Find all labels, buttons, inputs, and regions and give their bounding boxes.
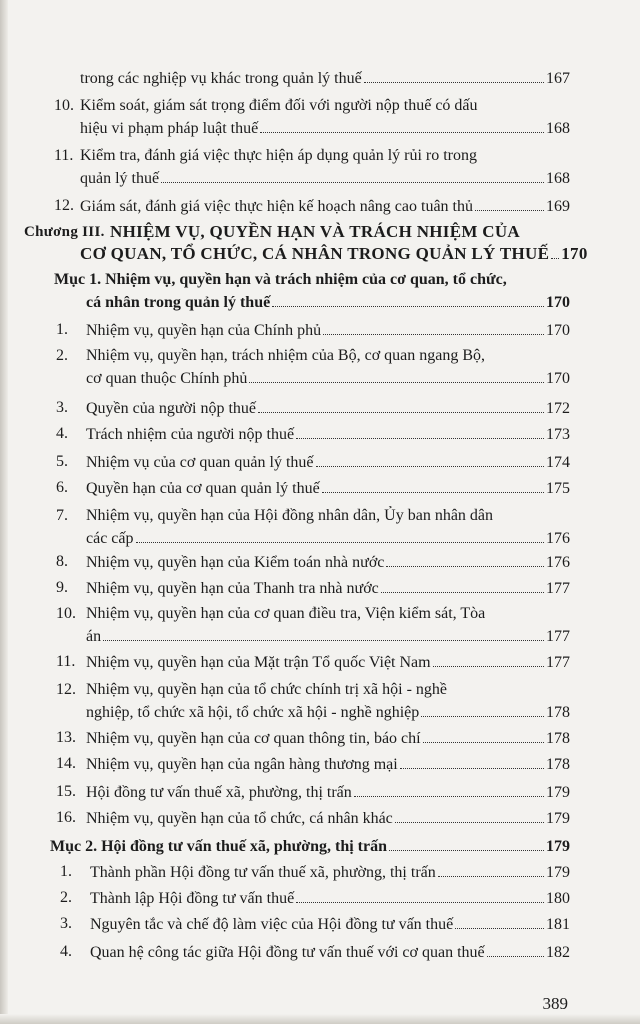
toc-entry [80,68,570,89]
toc-page: 167 [546,70,570,87]
leader-dots [272,292,544,307]
toc-page: 181 [546,916,570,933]
toc-entry-text: Nhiệm vụ, quyền hạn, trách nhiệm của Bộ, cơ quan ngang Bộ, [86,347,486,364]
toc-page: 177 [546,580,570,597]
leader-dots [161,168,544,183]
toc-page: 175 [546,480,570,497]
toc-entry-number: 1. [60,863,72,880]
toc-entry [54,96,574,140]
leader-dots [433,652,544,667]
toc-page: 172 [546,400,570,417]
toc-entry-text: Nhiệm vụ, quyền hạn của Kiểm toán nhà nước [86,554,385,571]
toc-entry [54,196,574,218]
toc-entry-number: 13. [56,729,76,746]
leader-dots [438,862,544,877]
toc-entry-number: 2. [56,347,68,364]
chapter-heading [24,222,588,266]
leader-dots [260,118,544,133]
toc-entry-number: 16. [56,809,76,826]
toc-page: 170 [546,370,570,387]
toc-page: 180 [546,890,570,907]
toc-entry [56,346,574,390]
toc-page: 170 [546,294,570,311]
page-number: 389 [542,994,568,1013]
leader-dots [296,424,544,439]
toc-entry-number: 5. [56,453,68,470]
toc-page: 179 [546,784,570,801]
toc-entry-number: 11. [56,653,76,670]
toc-entry-text: Hội đồng tư vấn thuế xã, phường, thị trấn [86,784,352,801]
toc-entry-number: 9. [56,579,68,596]
toc-page: 168 [546,120,570,137]
leader-dots [475,196,544,211]
toc-entry-number: 10. [54,97,74,114]
leader-dots [487,942,544,957]
toc-entry-text: Quyền của người nộp thuế [86,400,256,417]
leader-dots [322,478,544,493]
toc-entry-text: Giám sát, đánh giá việc thực hiện kế hoạch nâng cao tuân thủ [80,198,473,215]
toc-page: 168 [546,170,570,187]
toc-entry [56,604,574,648]
toc-entry-number: 3. [60,915,72,932]
toc-entry-text: Kiểm soát, giám sát trọng điểm đối với người nộp thuế có dấu [80,97,478,114]
chapter-title-line1: NHIỆM VỤ, QUYỀN HẠN VÀ TRÁCH NHIỆM CỦA [110,222,520,241]
section-title: Mục 2. Hội đồng tư vấn thuế xã, phường, thị trấn [50,838,387,855]
toc-page: 176 [546,530,570,547]
section-heading [54,270,574,314]
toc-page: 178 [546,730,570,747]
leader-dots [455,914,544,929]
leader-dots [323,320,544,335]
toc-entry-text: Nhiệm vụ, quyền hạn của Chính phủ [86,322,322,339]
section-heading [50,836,574,858]
toc-page: 176 [546,554,570,571]
toc-page: 178 [546,704,570,721]
toc-entry-number: 3. [56,399,68,416]
toc-page: 178 [546,756,570,773]
toc-page: 182 [546,944,570,961]
toc-page: 170 [546,322,570,339]
leader-dots [395,808,544,823]
toc-entry-text: Quan hệ công tác giữa Hội đồng tư vấn thuế với cơ quan thuế [90,944,485,961]
leader-dots [258,398,544,413]
leader-dots [386,552,544,567]
toc-entry-text: Quyền hạn của cơ quan quản lý thuế [86,480,320,497]
leader-dots [316,452,544,467]
toc-entry-text: hiệu vi phạm pháp luật thuế [80,120,259,137]
toc-entry-text: Nhiệm vụ, quyền hạn của cơ quan điều tra, Viện kiểm sát, Tòa [86,605,486,622]
leader-dots [423,728,544,743]
toc-entry-text: Thành lập Hội đồng tư vấn thuế [90,890,295,907]
toc-entry-text: nghiệp, tổ chức xã hội, tổ chức xã hội - nghề nghiệp [86,704,420,721]
toc-entry-text: Thành phần Hội đồng tư vấn thuế xã, phường, thị trấn [90,864,436,881]
toc-entry-text: Nhiệm vụ, quyền hạn của cơ quan thông tin, báo chí [86,730,421,747]
leader-dots [296,888,544,903]
toc-entry-number: 10. [56,605,76,622]
leader-dots [249,368,544,383]
toc-entry-number: 7. [56,507,68,524]
toc-entry-number: 11. [54,147,74,164]
toc-entry-number: 12. [56,681,76,698]
toc-entry-text: Nhiệm vụ của cơ quan quản lý thuế [86,454,314,471]
toc-entry-text: quản lý thuế [80,170,160,187]
toc-entry-text: án [86,628,102,645]
toc-entry-text: Nhiệm vụ, quyền hạn của Thanh tra nhà nước [86,580,379,597]
toc-entry-text: Trách nhiệm của người nộp thuế [86,426,295,443]
leader-dots [381,578,544,593]
page-edge-bottom [0,1014,640,1024]
leader-dots [364,68,544,83]
section-title-line1: Mục 1. Nhiệm vụ, quyền hạn và trách nhiệm của cơ quan, tổ chức, [54,271,507,288]
toc-page: 174 [546,454,570,471]
toc-entry-number: 4. [56,425,68,442]
toc-page: 170 [561,244,588,263]
chapter-prefix: Chương III. [24,224,105,240]
toc-entry-text: các cấp [86,530,134,547]
toc-page: 177 [546,628,570,645]
toc-entry-number: 1. [56,321,68,338]
page-edge [0,0,8,1024]
toc-entry-number: 8. [56,553,68,570]
toc-entry [60,942,574,986]
toc-entry-text: Nhiệm vụ, quyền hạn của tổ chức chính trị xã hội - nghề [86,681,448,698]
toc-entry-text: Nhiệm vụ, quyền hạn của Hội đồng nhân dân, Ủy ban nhân dân [86,507,494,524]
toc-entry-text: Kiểm tra, đánh giá việc thực hiện áp dụng quản lý rủi ro trong [80,147,478,164]
leader-dots [136,528,544,543]
toc-entry-number: 6. [56,479,68,496]
toc-entry [56,680,574,724]
toc-page: 179 [546,864,570,881]
toc-page: 179 [546,838,570,855]
toc-entry-text: trong các nghiệp vụ khác trong quản lý thuế [80,70,362,87]
toc-entry-number: 2. [60,889,72,906]
section-title-line2: cá nhân trong quản lý thuế [86,294,271,311]
toc-page: 177 [546,654,570,671]
toc-entry-number: 12. [54,197,74,214]
toc-entry-text: Nhiệm vụ, quyền hạn của Mặt trận Tổ quốc Việt Nam [86,654,431,671]
toc-entry [54,146,574,190]
toc-entry-number: 4. [60,943,72,960]
leader-dots [421,702,544,717]
leader-dots [354,782,544,797]
toc-entry [56,506,574,550]
toc-entry-text: cơ quan thuộc Chính phủ [86,370,248,387]
toc-entry-number: 14. [56,755,76,772]
leader-dots [551,244,559,259]
toc-entry-text: Nhiệm vụ, quyền hạn của ngân hàng thương mại [86,756,398,773]
toc-entry-text: Nhiệm vụ, quyền hạn của tổ chức, cá nhân khác [86,810,393,827]
toc-page: 169 [546,198,570,215]
chapter-title-line2: CƠ QUAN, TỔ CHỨC, CÁ NHÂN TRONG QUẢN LÝ THUẾ [80,244,550,263]
toc-page: 179 [546,810,570,827]
toc-page: 173 [546,426,570,443]
toc-entry-text: Nguyên tắc và chế độ làm việc của Hội đồng tư vấn thuế [90,916,454,933]
toc-entry-number: 15. [56,783,76,800]
leader-dots [103,626,544,641]
leader-dots [400,754,544,769]
leader-dots [389,836,544,851]
